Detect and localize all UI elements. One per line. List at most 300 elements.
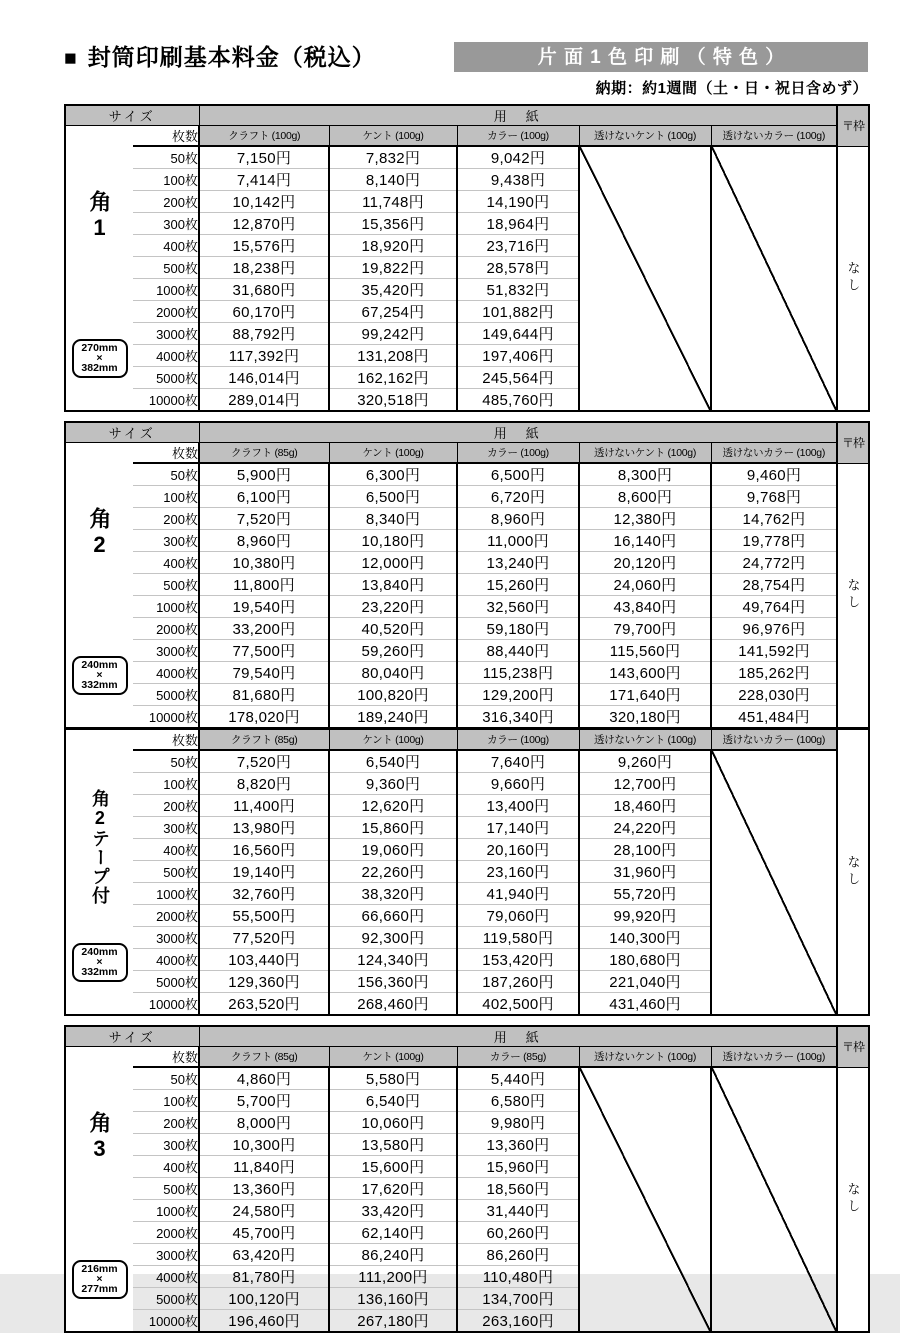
print-type-banner: 片面1色印刷（特色）: [454, 42, 868, 72]
paper-type-header: 透けないケント (100g): [579, 443, 711, 464]
quantity-cell: 10000枚: [133, 1310, 199, 1333]
envelope-name: 角1: [87, 190, 113, 243]
price-cell: 8,600円: [579, 486, 711, 508]
price-cell: 140,300円: [579, 927, 711, 949]
quantity-cell: 50枚: [133, 463, 199, 486]
size-badge-line: ×: [96, 669, 103, 681]
price-cell: 31,960円: [579, 861, 711, 883]
price-cell: 13,240円: [457, 552, 579, 574]
not-available-diagonal-cell: [579, 146, 711, 411]
price-cell: 33,200円: [199, 618, 329, 640]
price-cell: 8,960円: [199, 530, 329, 552]
price-cell: 20,160円: [457, 839, 579, 861]
size-badge: [72, 656, 128, 695]
price-cell: 38,320円: [329, 883, 457, 905]
price-cell: 320,518円: [329, 389, 457, 412]
price-cell: 110,480円: [457, 1266, 579, 1288]
price-cell: 221,040円: [579, 971, 711, 993]
price-cell: 197,406円: [457, 345, 579, 367]
envelope-label-kaku1: [66, 146, 133, 383]
price-cell: 13,980円: [199, 817, 329, 839]
price-cell: 15,860円: [329, 817, 457, 839]
price-cell: 141,592円: [711, 640, 837, 662]
page-header: [0, 0, 900, 74]
price-cell: 31,680円: [199, 279, 329, 301]
quantity-cell: 50枚: [133, 146, 199, 169]
paper-type-header: ケント (100g): [329, 729, 457, 751]
quantity-cell: 4000枚: [133, 1266, 199, 1288]
paper-type-header: カラー (100g): [457, 126, 579, 147]
quantity-cell: 2000枚: [133, 301, 199, 323]
price-cell: 55,720円: [579, 883, 711, 905]
price-cell: 103,440円: [199, 949, 329, 971]
price-cell: 45,700円: [199, 1222, 329, 1244]
price-cell: 228,030円: [711, 684, 837, 706]
envelope-label-cell: [65, 146, 133, 411]
quantity-cell: 100枚: [133, 486, 199, 508]
price-cell: 18,920円: [329, 235, 457, 257]
price-cell: 18,460円: [579, 795, 711, 817]
price-cell: 162,162円: [329, 367, 457, 389]
postal-frame-header: 〒枠: [837, 105, 869, 146]
postal-frame-value: なし: [837, 729, 869, 1016]
price-cell: 153,420円: [457, 949, 579, 971]
envelope-label-kaku2: [66, 463, 133, 700]
price-cell: 86,260円: [457, 1244, 579, 1266]
price-cell: 131,208円: [329, 345, 457, 367]
price-cell: 6,720円: [457, 486, 579, 508]
price-cell: 6,100円: [199, 486, 329, 508]
label-spacer: [65, 443, 133, 464]
price-cell: 19,822円: [329, 257, 457, 279]
quantity-cell: 300枚: [133, 530, 199, 552]
price-cell: 7,414円: [199, 169, 329, 191]
price-cell: 100,120円: [199, 1288, 329, 1310]
price-cell: 35,420円: [329, 279, 457, 301]
price-cell: 19,778円: [711, 530, 837, 552]
price-cell: 117,392円: [199, 345, 329, 367]
quantity-cell: 10000枚: [133, 993, 199, 1016]
price-cell: 24,772円: [711, 552, 837, 574]
price-cell: 7,520円: [199, 750, 329, 773]
price-cell: 7,640円: [457, 750, 579, 773]
price-cell: 320,180円: [579, 706, 711, 729]
quantity-cell: 500枚: [133, 574, 199, 596]
paper-type-header: クラフト (85g): [199, 1047, 329, 1068]
price-cell: 22,260円: [329, 861, 457, 883]
price-cell: 189,240円: [329, 706, 457, 729]
price-cell: 187,260円: [457, 971, 579, 993]
quantity-cell: 200枚: [133, 191, 199, 213]
price-cell: 17,140円: [457, 817, 579, 839]
size-badge-line: 332mm: [81, 966, 118, 978]
quantity-cell: 10000枚: [133, 389, 199, 412]
price-cell: 99,920円: [579, 905, 711, 927]
price-cell: 49,764円: [711, 596, 837, 618]
size-badge-line: ×: [96, 956, 103, 968]
paper-type-header: ケント (100g): [329, 126, 457, 147]
price-cell: 12,380円: [579, 508, 711, 530]
price-cell: 8,960円: [457, 508, 579, 530]
price-cell: 180,680円: [579, 949, 711, 971]
paper-type-header: カラー (100g): [457, 729, 579, 751]
price-cell: 7,150円: [199, 146, 329, 169]
size-badge-line: ×: [96, 352, 103, 364]
paper-type-header: 透けないケント (100g): [579, 1047, 711, 1068]
page-title-text: 封筒印刷基本料金（税込）: [87, 44, 376, 70]
size-column-header: サイズ: [65, 422, 199, 443]
quantity-cell: 1000枚: [133, 279, 199, 301]
price-cell: 136,160円: [329, 1288, 457, 1310]
price-cell: 14,190円: [457, 191, 579, 213]
price-cell: 92,300円: [329, 927, 457, 949]
quantity-cell: 100枚: [133, 773, 199, 795]
postal-frame-value: なし: [837, 146, 869, 411]
price-cell: 129,360円: [199, 971, 329, 993]
price-cell: 18,238円: [199, 257, 329, 279]
price-cell: 143,600円: [579, 662, 711, 684]
envelope-label-cell: [65, 750, 133, 1015]
price-cell: 10,180円: [329, 530, 457, 552]
price-cell: 79,060円: [457, 905, 579, 927]
price-cell: 7,520円: [199, 508, 329, 530]
price-table: [64, 104, 870, 412]
quantity-cell: 300枚: [133, 1134, 199, 1156]
quantity-column-header: 枚数: [133, 729, 199, 751]
price-cell: 11,840円: [199, 1156, 329, 1178]
size-badge-line: 240mm: [81, 946, 118, 958]
price-cell: 6,540円: [329, 1090, 457, 1112]
price-cell: 402,500円: [457, 993, 579, 1016]
paper-group-header: 用 紙: [199, 1026, 837, 1047]
envelope-label-cell: [65, 463, 133, 729]
price-cell: 43,840円: [579, 596, 711, 618]
price-cell: 6,500円: [457, 463, 579, 486]
quantity-cell: 3000枚: [133, 323, 199, 345]
price-cell: 15,600円: [329, 1156, 457, 1178]
price-cell: 59,260円: [329, 640, 457, 662]
price-cell: 8,140円: [329, 169, 457, 191]
price-cell: 79,700円: [579, 618, 711, 640]
price-cell: 8,340円: [329, 508, 457, 530]
price-cell: 28,578円: [457, 257, 579, 279]
price-cell: 60,260円: [457, 1222, 579, 1244]
paper-type-header: カラー (100g): [457, 443, 579, 464]
price-cell: 18,964円: [457, 213, 579, 235]
paper-type-header: カラー (85g): [457, 1047, 579, 1068]
price-cell: 67,254円: [329, 301, 457, 323]
quantity-cell: 3000枚: [133, 927, 199, 949]
quantity-cell: 400枚: [133, 235, 199, 257]
price-cell: 23,716円: [457, 235, 579, 257]
price-cell: 32,560円: [457, 596, 579, 618]
not-available-diagonal-cell: [711, 750, 837, 1015]
paper-type-header: クラフト (85g): [199, 443, 329, 464]
price-cell: 15,576円: [199, 235, 329, 257]
quantity-cell: 400枚: [133, 1156, 199, 1178]
price-cell: 6,540円: [329, 750, 457, 773]
price-table-block-kaku2: [64, 421, 900, 1016]
price-cell: 8,000円: [199, 1112, 329, 1134]
price-cell: 289,014円: [199, 389, 329, 412]
paper-type-header: クラフト (85g): [199, 729, 329, 751]
price-table: [64, 1025, 870, 1333]
price-cell: 5,580円: [329, 1067, 457, 1090]
price-cell: 18,560円: [457, 1178, 579, 1200]
price-cell: 13,360円: [199, 1178, 329, 1200]
price-table: [64, 421, 870, 1016]
price-cell: 86,240円: [329, 1244, 457, 1266]
price-cell: 263,520円: [199, 993, 329, 1016]
paper-type-header: ケント (100g): [329, 443, 457, 464]
price-cell: 99,242円: [329, 323, 457, 345]
price-cell: 31,440円: [457, 1200, 579, 1222]
quantity-cell: 200枚: [133, 1112, 199, 1134]
price-cell: 134,700円: [457, 1288, 579, 1310]
envelope-label-cell: [65, 1067, 133, 1332]
quantity-cell: 500枚: [133, 1178, 199, 1200]
quantity-cell: 1000枚: [133, 1200, 199, 1222]
price-cell: 13,580円: [329, 1134, 457, 1156]
price-cell: 119,580円: [457, 927, 579, 949]
quantity-cell: 500枚: [133, 257, 199, 279]
price-cell: 8,300円: [579, 463, 711, 486]
quantity-cell: 2000枚: [133, 618, 199, 640]
quantity-cell: 5000枚: [133, 1288, 199, 1310]
size-column-header: サイズ: [65, 1026, 199, 1047]
postal-frame-header: 〒枠: [837, 422, 869, 463]
price-cell: 88,440円: [457, 640, 579, 662]
label-spacer: [65, 729, 133, 751]
price-cell: 81,680円: [199, 684, 329, 706]
price-cell: 11,000円: [457, 530, 579, 552]
postal-frame-value: なし: [837, 463, 869, 729]
quantity-cell: 50枚: [133, 1067, 199, 1090]
paper-type-header: 透けないケント (100g): [579, 729, 711, 751]
price-cell: 263,160円: [457, 1310, 579, 1333]
quantity-cell: 400枚: [133, 839, 199, 861]
price-cell: 9,260円: [579, 750, 711, 773]
quantity-cell: 200枚: [133, 508, 199, 530]
price-cell: 14,762円: [711, 508, 837, 530]
postal-frame-value: なし: [837, 1067, 869, 1332]
price-cell: 13,400円: [457, 795, 579, 817]
envelope-name: 角2: [87, 507, 113, 560]
price-cell: 15,260円: [457, 574, 579, 596]
price-cell: 146,014円: [199, 367, 329, 389]
price-cell: 451,484円: [711, 706, 837, 729]
price-cell: 6,300円: [329, 463, 457, 486]
paper-type-header: 透けないカラー (100g): [711, 729, 837, 751]
price-cell: 66,660円: [329, 905, 457, 927]
quantity-cell: 500枚: [133, 861, 199, 883]
size-badge: [72, 943, 128, 982]
price-cell: 60,170円: [199, 301, 329, 323]
quantity-cell: 100枚: [133, 1090, 199, 1112]
price-cell: 9,980円: [457, 1112, 579, 1134]
quantity-cell: 5000枚: [133, 971, 199, 993]
price-cell: 9,360円: [329, 773, 457, 795]
envelope-name: 角2テープ付: [89, 788, 110, 905]
price-cell: 32,760円: [199, 883, 329, 905]
price-cell: 79,540円: [199, 662, 329, 684]
not-available-diagonal-cell: [711, 146, 837, 411]
price-cell: 16,560円: [199, 839, 329, 861]
paper-type-header: 透けないカラー (100g): [711, 126, 837, 147]
quantity-cell: 4000枚: [133, 345, 199, 367]
label-spacer: [65, 126, 133, 147]
price-cell: 100,820円: [329, 684, 457, 706]
postal-frame-header: 〒枠: [837, 1026, 869, 1067]
quantity-cell: 1000枚: [133, 596, 199, 618]
quantity-column-header: 枚数: [133, 443, 199, 464]
price-cell: 245,564円: [457, 367, 579, 389]
paper-group-header: 用 紙: [199, 422, 837, 443]
price-cell: 9,042円: [457, 146, 579, 169]
size-badge-line: ×: [96, 1273, 103, 1285]
size-badge-line: 332mm: [81, 679, 118, 691]
price-cell: 15,960円: [457, 1156, 579, 1178]
price-cell: 115,560円: [579, 640, 711, 662]
paper-type-header: クラフト (100g): [199, 126, 329, 147]
quantity-cell: 4000枚: [133, 949, 199, 971]
price-cell: 20,120円: [579, 552, 711, 574]
size-badge-line: 216mm: [81, 1263, 118, 1275]
square-bullet-icon: ■: [64, 47, 78, 70]
quantity-column-header: 枚数: [133, 126, 199, 147]
price-cell: 185,262円: [711, 662, 837, 684]
price-cell: 16,140円: [579, 530, 711, 552]
price-cell: 80,040円: [329, 662, 457, 684]
price-table-block-kaku1: [64, 104, 900, 412]
price-cell: 11,748円: [329, 191, 457, 213]
price-cell: 485,760円: [457, 389, 579, 412]
price-cell: 28,100円: [579, 839, 711, 861]
price-cell: 12,000円: [329, 552, 457, 574]
quantity-cell: 5000枚: [133, 367, 199, 389]
price-cell: 23,220円: [329, 596, 457, 618]
price-cell: 88,792円: [199, 323, 329, 345]
price-cell: 10,300円: [199, 1134, 329, 1156]
price-cell: 59,180円: [457, 618, 579, 640]
price-cell: 9,460円: [711, 463, 837, 486]
quantity-cell: 3000枚: [133, 1244, 199, 1266]
size-badge-line: 277mm: [81, 1283, 118, 1295]
size-badge: [72, 1260, 128, 1299]
price-cell: 178,020円: [199, 706, 329, 729]
price-cell: 24,060円: [579, 574, 711, 596]
price-cell: 77,500円: [199, 640, 329, 662]
size-badge-line: 240mm: [81, 659, 118, 671]
price-cell: 28,754円: [711, 574, 837, 596]
price-cell: 9,768円: [711, 486, 837, 508]
price-cell: 23,160円: [457, 861, 579, 883]
price-cell: 156,360円: [329, 971, 457, 993]
price-cell: 115,238円: [457, 662, 579, 684]
quantity-cell: 5000枚: [133, 684, 199, 706]
envelope-label-kaku2-tape: [66, 750, 133, 987]
price-cell: 33,420円: [329, 1200, 457, 1222]
paper-group-header: 用 紙: [199, 105, 837, 126]
not-available-diagonal-cell: [711, 1067, 837, 1332]
price-cell: 19,060円: [329, 839, 457, 861]
price-cell: 5,900円: [199, 463, 329, 486]
price-cell: 5,700円: [199, 1090, 329, 1112]
paper-type-header: ケント (100g): [329, 1047, 457, 1068]
price-cell: 196,460円: [199, 1310, 329, 1333]
price-cell: 129,200円: [457, 684, 579, 706]
price-cell: 12,620円: [329, 795, 457, 817]
price-cell: 51,832円: [457, 279, 579, 301]
price-cell: 15,356円: [329, 213, 457, 235]
price-cell: 316,340円: [457, 706, 579, 729]
price-cell: 19,140円: [199, 861, 329, 883]
quantity-cell: 300枚: [133, 817, 199, 839]
quantity-cell: 300枚: [133, 213, 199, 235]
price-cell: 10,060円: [329, 1112, 457, 1134]
quantity-cell: 400枚: [133, 552, 199, 574]
paper-type-header: 透けないカラー (100g): [711, 443, 837, 464]
price-cell: 13,360円: [457, 1134, 579, 1156]
price-tables: [64, 104, 900, 1333]
quantity-cell: 4000枚: [133, 662, 199, 684]
price-cell: 6,580円: [457, 1090, 579, 1112]
price-cell: 9,438円: [457, 169, 579, 191]
price-cell: 7,832円: [329, 146, 457, 169]
price-cell: 19,540円: [199, 596, 329, 618]
price-cell: 41,940円: [457, 883, 579, 905]
price-cell: 40,520円: [329, 618, 457, 640]
envelope-label-kaku3: [66, 1067, 133, 1304]
price-cell: 6,500円: [329, 486, 457, 508]
quantity-cell: 2000枚: [133, 905, 199, 927]
delivery-note: 納期：約1週間（土・日・祝日含めず）: [595, 80, 868, 97]
price-cell: 96,976円: [711, 618, 837, 640]
page-title: [64, 42, 376, 74]
price-cell: 171,640円: [579, 684, 711, 706]
quantity-cell: 10000枚: [133, 706, 199, 729]
price-cell: 17,620円: [329, 1178, 457, 1200]
quantity-cell: 2000枚: [133, 1222, 199, 1244]
price-cell: 101,882円: [457, 301, 579, 323]
price-cell: 63,420円: [199, 1244, 329, 1266]
label-spacer: [65, 1047, 133, 1068]
price-cell: 13,840円: [329, 574, 457, 596]
quantity-column-header: 枚数: [133, 1047, 199, 1068]
price-cell: 81,780円: [199, 1266, 329, 1288]
size-column-header: サイズ: [65, 105, 199, 126]
price-cell: 10,380円: [199, 552, 329, 574]
size-badge: [72, 339, 128, 378]
price-cell: 4,860円: [199, 1067, 329, 1090]
not-available-diagonal-cell: [579, 1067, 711, 1332]
price-cell: 124,340円: [329, 949, 457, 971]
price-cell: 10,142円: [199, 191, 329, 213]
envelope-name: 角3: [87, 1111, 113, 1164]
price-cell: 11,800円: [199, 574, 329, 596]
size-badge-line: 270mm: [81, 342, 118, 354]
paper-type-header: 透けないカラー (100g): [711, 1047, 837, 1068]
price-cell: 11,400円: [199, 795, 329, 817]
price-cell: 55,500円: [199, 905, 329, 927]
price-cell: 12,870円: [199, 213, 329, 235]
quantity-cell: 100枚: [133, 169, 199, 191]
quantity-cell: 50枚: [133, 750, 199, 773]
price-cell: 77,520円: [199, 927, 329, 949]
price-cell: 149,644円: [457, 323, 579, 345]
price-cell: 9,660円: [457, 773, 579, 795]
size-badge-line: 382mm: [81, 362, 118, 374]
